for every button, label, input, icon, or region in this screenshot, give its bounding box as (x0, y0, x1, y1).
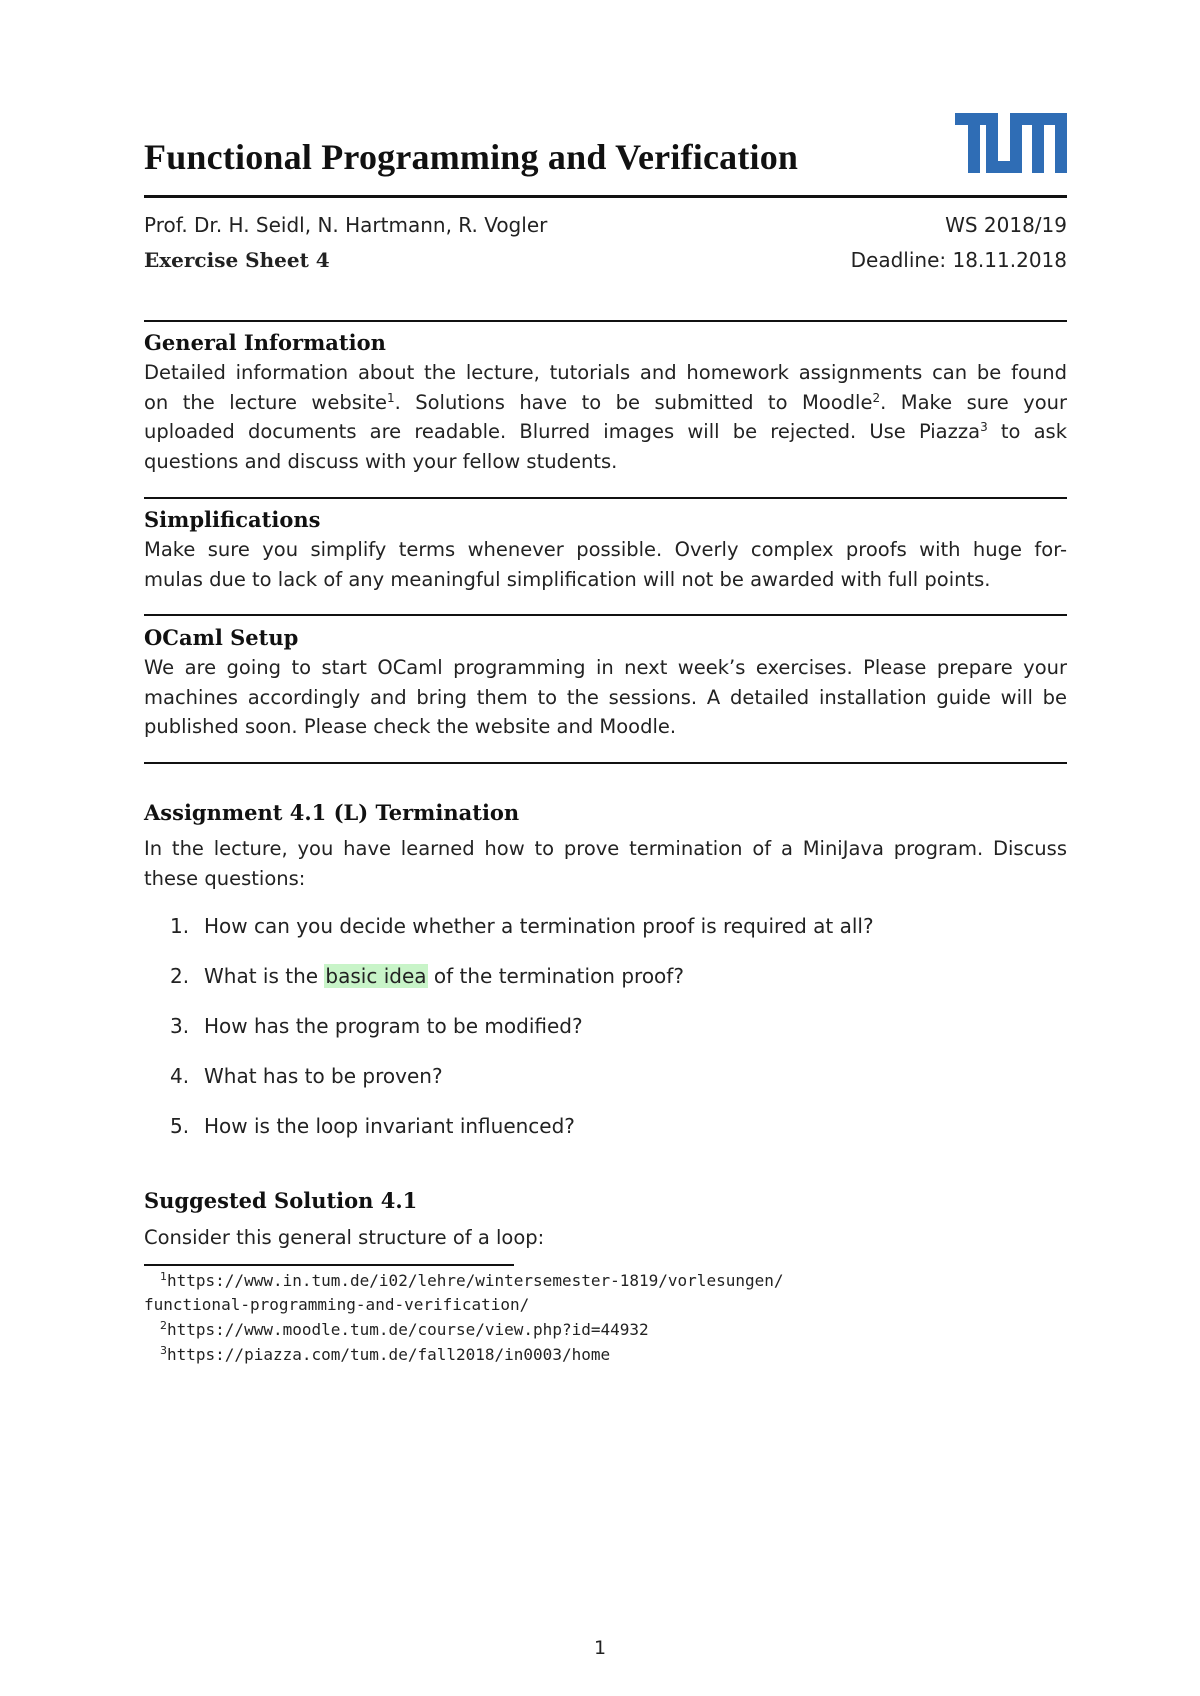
simplifications-heading: Simplifications (144, 507, 321, 532)
sheet-row (144, 248, 1067, 272)
ocaml-setup-text: We are going to start OCaml programming in next week’s exercises. Please prepare your machines accordingly and bring them to the sessions. A detailed installation guide will be published soon. Please check the website and Moodle. (144, 656, 1067, 738)
list-item: 2. What is the basic idea of the termination proof? (170, 964, 684, 988)
general-info-heading: General Information (144, 330, 386, 355)
tum-logo (955, 113, 1067, 173)
list-item: 3. How has the program to be modified? (170, 1014, 583, 1038)
ocaml-setup-heading: OCaml Setup (144, 625, 299, 650)
section-rule (144, 762, 1067, 764)
list-item: 5. How is the loop invariant influenced? (170, 1114, 575, 1138)
general-info-text: Detailed information about the lecture, tutorials and homework assignments can be found on the lecture website$^1$. Solutions have to be submitted to Moodle$^2$. Make sure your uploaded documents are readable. Blurred images will be rejected. Use Piazza$^3$ to ask questions and discuss with your fellow students. (144, 361, 1067, 473)
section-rule (144, 614, 1067, 616)
list-item: 1. How can you decide whether a termination proof is required at all? (170, 914, 874, 938)
document-title: Functional Programming and Verification (144, 137, 799, 177)
sheet-label: Exercise Sheet 4 (144, 248, 330, 272)
footnote-3[interactable]: $^3$https://piazza.com/tum.de/fall2018/in0003/home (160, 1344, 611, 1364)
highlighted-text: basic idea (325, 964, 427, 988)
assignment-heading: Assignment 4.1 (L) Termination (144, 800, 520, 825)
footnote-1[interactable]: $^1$https://www.in.tum.de/i02/lehre/wintersemester-1819/vorlesungen/ (160, 1270, 784, 1290)
footnote-2[interactable]: $^2$https://www.moodle.tum.de/course/view.php?id=44932 (160, 1319, 649, 1339)
authors-row (144, 213, 1067, 237)
semester: WS 2018/19 (945, 213, 1067, 237)
deadline: Deadline: 18.11.2018 (850, 248, 1067, 272)
assignment-intro: In the lecture, you have learned how to prove termination of a MiniJava program. Discuss these questions: (144, 837, 1067, 890)
simplifications-text: Make sure you simplify terms whenever possible. Overly complex proofs with huge for- mulas due to lack of any meaningful simplification will not be awarded with full points. (144, 538, 1067, 591)
question-list (170, 914, 874, 1164)
solution-text: Consider this general structure of a loop: (144, 1226, 545, 1249)
page-number: 1 (593, 1637, 607, 1659)
list-item: 4. What has to be proven? (170, 1064, 443, 1088)
footnote-1-cont[interactable]: functional-programming-and-verification/ (144, 1295, 530, 1314)
solution-heading: Suggested Solution 4.1 (144, 1188, 418, 1213)
title-rule (144, 195, 1067, 198)
section-rule (144, 320, 1067, 322)
section-rule (144, 497, 1067, 499)
authors: Prof. Dr. H. Seidl, N. Hartmann, R. Vogler (144, 213, 548, 237)
footnote-rule (144, 1264, 514, 1266)
